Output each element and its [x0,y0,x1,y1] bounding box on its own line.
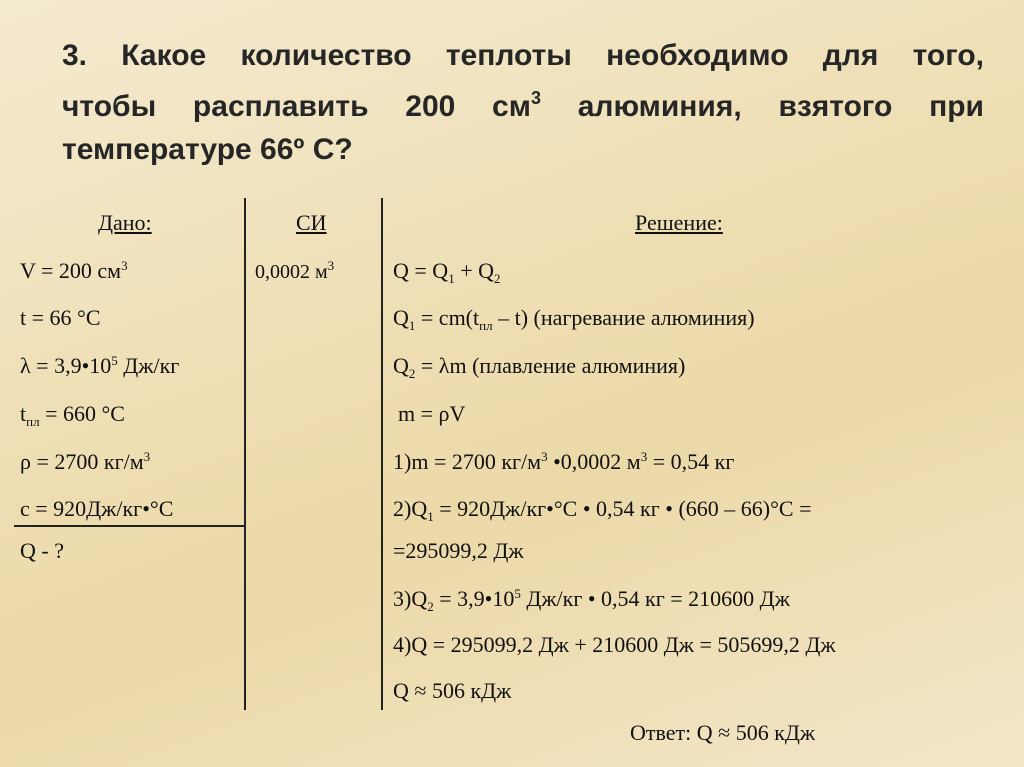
sol1-sub1: 1 [448,271,455,286]
given-density-text: ρ = 2700 кг/м [20,449,144,474]
given-melting-symbol: t [20,401,27,426]
given-heat-capacity: c = 920Дж/кг•°C [20,496,174,521]
si-volume-exponent: 3 [327,258,335,273]
given-lambda-unit: Дж/кг [117,353,180,378]
sol3-a: Q [393,353,409,378]
given-density-exponent: 3 [143,449,151,464]
sol5-c: = 0,54 кг [647,449,735,474]
solution-line-1 [393,258,500,287]
title-line-1: 3. Какое количество теплоты необходимо для того, [62,39,984,72]
solution-line-8 [393,586,790,615]
title-cube-exponent: 3 [530,88,541,108]
sol2-sub1: 1 [408,318,416,333]
given-temperature: t = 66 °C [20,305,101,330]
header-si: СИ [296,210,327,235]
answer: Ответ: Q ≈ 506 кДж [630,720,816,745]
sol1-sub2: 2 [493,271,501,286]
given-melting-temp [20,401,125,430]
given-volume-exponent: 3 [121,258,128,273]
title-line-2-start: чтобы расплавить 200 см [62,90,531,123]
si-volume [255,258,334,284]
divider-given-si [244,198,246,710]
given-volume-text: V = 200 см [20,258,122,283]
sol2-b: = cm(t [415,305,480,330]
sol2-c: – t) (нагревание алюминия) [492,305,755,330]
sol6-b: = 920Дж/кг•°C • 0,54 кг • (660 – 66)°C = [433,496,812,521]
given-lambda-exponent: 5 [111,353,118,368]
solution-line-5 [393,449,734,475]
divider-given-find [14,525,246,527]
title-line-2-end: алюминия, взятого при [540,90,984,123]
sol1-b: + Q [454,258,494,283]
sol3-b: = λm (плавление алюминия) [415,353,686,378]
si-volume-text: 0,0002 м [255,261,328,283]
sol2-sub2: пл [479,318,493,333]
title-line-3: температуре 66º С? [62,133,353,166]
solution-line-6 [393,496,811,525]
given-volume [20,258,128,284]
sol5-sup2: 3 [640,449,648,464]
sol6-sub: 1 [427,509,434,524]
sol5-b: •0,0002 м [547,449,641,474]
given-lambda [20,353,179,379]
sol8-c: Дж/кг • 0,54 кг = 210600 Дж [520,586,790,611]
header-given: Дано: [98,210,152,235]
solution-line-3 [393,353,685,382]
sol1-a: Q = Q [393,258,449,283]
problem-title [62,34,984,171]
solution-line-2 [393,305,755,334]
sol8-a: 3)Q [393,586,428,611]
header-solution: Решение: [635,210,723,235]
solution-line-4: m = ρV [398,401,466,426]
solution-line-10: Q ≈ 506 кДж [393,678,512,703]
sol2-a: Q [393,305,409,330]
given-melting-value: = 660 °C [39,401,125,426]
title-line-2 [62,77,984,128]
solution-line-9: 4)Q = 295099,2 Дж + 210600 Дж = 505699,2 Дж [393,632,836,657]
divider-si-solution [381,198,383,710]
solution-line-7: =295099,2 Дж [393,538,524,563]
sol8-sub: 2 [427,599,434,614]
find-q: Q - ? [20,538,64,563]
sol5-a: 1)m = 2700 кг/м [393,449,542,474]
given-lambda-text: λ = 3,9•10 [20,353,112,378]
sol3-sub: 2 [408,366,416,381]
sol6-a: 2)Q [393,496,428,521]
sol8-b: = 3,9•10 [433,586,515,611]
sol8-sup: 5 [514,586,521,601]
sol5-sup1: 3 [541,449,548,464]
given-melting-subscript: пл [26,414,40,429]
given-density [20,449,150,475]
